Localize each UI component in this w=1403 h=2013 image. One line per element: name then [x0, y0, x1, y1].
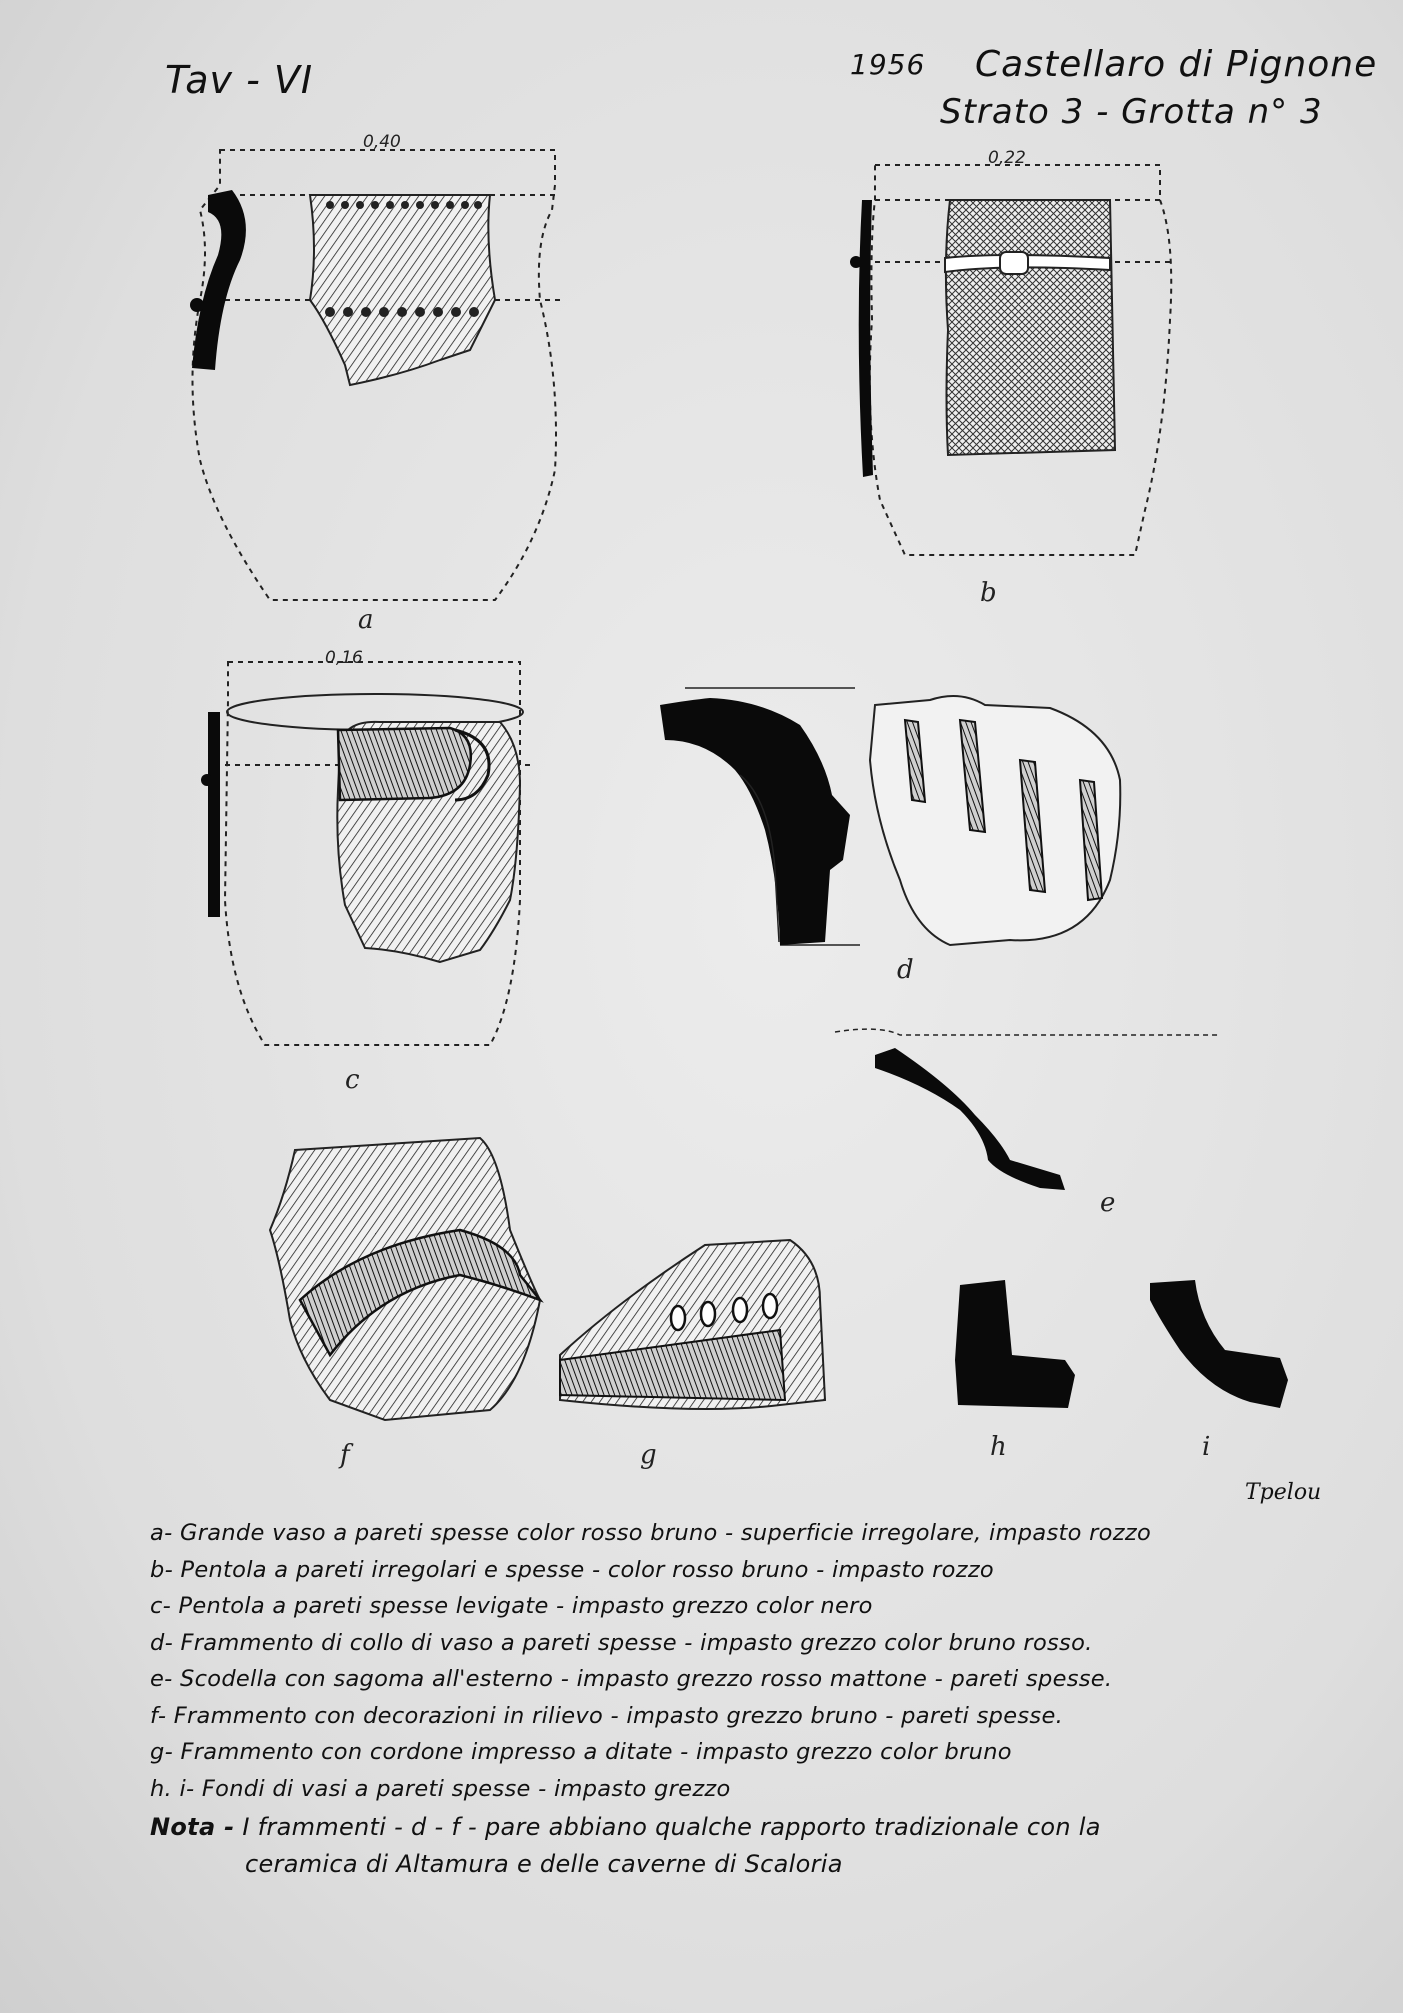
figure-label-e: e: [1100, 1188, 1116, 1218]
vessel-a-drawing: [190, 150, 565, 600]
figure-label-g: g: [640, 1440, 657, 1470]
site-name: Castellaro di Pignone: [975, 44, 1378, 85]
figure-label-b: b: [980, 578, 997, 608]
figure-label-f: f: [340, 1440, 350, 1470]
fragment-e-drawing: [835, 1029, 1220, 1190]
fragment-f-drawing: [270, 1138, 540, 1420]
stratum-cave: Strato 3 - Grotta n° 3: [940, 92, 1323, 132]
figure-label-i: i: [1202, 1432, 1211, 1462]
fragment-d-drawing: [660, 688, 1120, 945]
signature: Tpelou: [1245, 1480, 1322, 1505]
vessel-b-drawing: [850, 165, 1175, 555]
legend: [150, 1515, 1330, 1882]
fragment-h-drawing: [955, 1280, 1075, 1408]
legend-item-g: g- Frammento con cordone impresso a ditate - impasto grezzo color bruno: [150, 1739, 1012, 1765]
legend-item-c: c- Pentola a pareti spesse levigate - impasto grezzo color nero: [150, 1593, 873, 1619]
dimension-a: 0,40: [363, 132, 401, 152]
figure-label-d: d: [897, 955, 914, 985]
nota-text: I frammenti - d - f - pare abbiano qualche rapporto tradizionale con la: [242, 1813, 1101, 1841]
vessel-c-drawing: [201, 662, 530, 1045]
legend-item-e: e- Scodella con sagoma all'esterno - impasto grezzo rosso mattone - pareti spesse.: [150, 1666, 1113, 1692]
plate-year: 1956: [850, 48, 926, 81]
nota-line: [150, 1809, 1330, 1846]
fragment-g-drawing: [560, 1240, 825, 1409]
legend-item-a: a- Grande vaso a pareti spesse color rosso bruno - superficie irregolare, impasto rozzo: [150, 1520, 1152, 1546]
figure-label-a: a: [358, 605, 374, 635]
legend-item-h-i: h. i- Fondi di vasi a pareti spesse - impasto grezzo: [150, 1775, 731, 1802]
fragment-i-drawing: [1150, 1280, 1288, 1408]
legend-item-d: d- Frammento di collo di vaso a pareti spesse - impasto grezzo color bruno rosso.: [150, 1629, 1093, 1656]
plate-number: Tav - VI: [165, 58, 314, 102]
figure-label-h: h: [990, 1432, 1007, 1462]
figure-label-c: c: [345, 1065, 360, 1095]
legend-item-f: f- Frammento con decorazioni in rilievo - impasto grezzo bruno - pareti spesse.: [150, 1702, 1064, 1729]
dimension-c: 0,16: [325, 648, 363, 668]
nota-continuation: ceramica di Altamura e delle caverne di Scaloria: [245, 1849, 843, 1878]
dimension-b: 0,22: [988, 148, 1026, 168]
nota-block: [150, 1809, 1330, 1882]
legend-item-b: b- Pentola a pareti irregolari e spesse - color rosso bruno - impasto rozzo: [150, 1556, 995, 1583]
nota-label: Nota -: [150, 1813, 235, 1841]
